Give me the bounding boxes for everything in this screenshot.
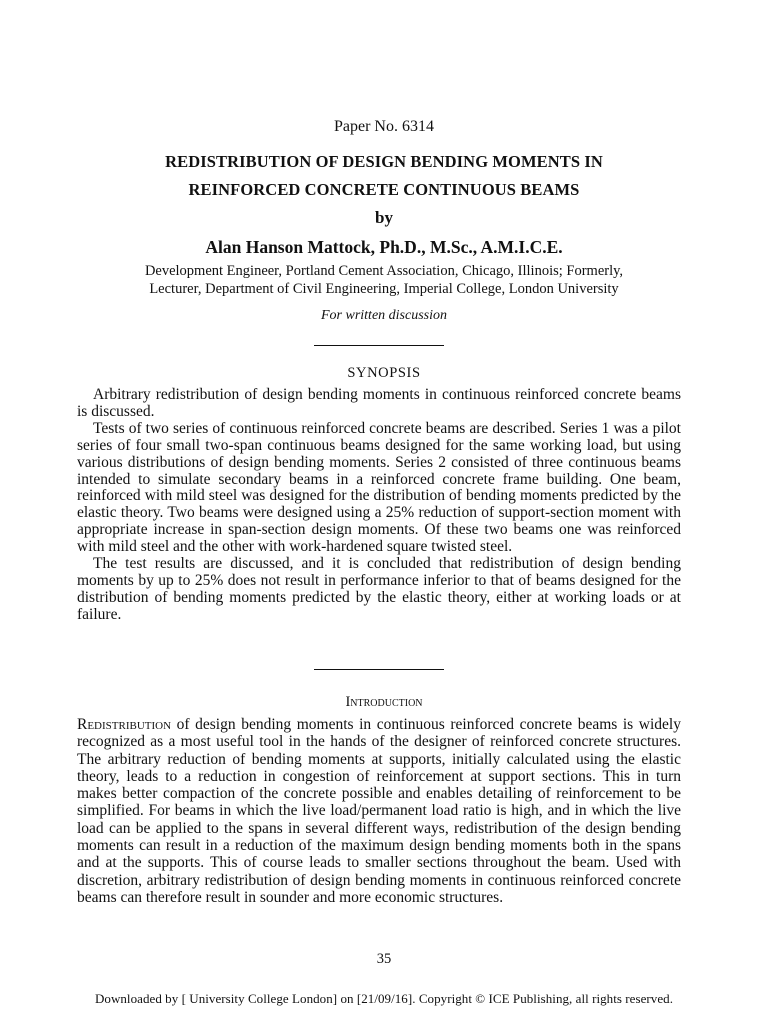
discussion-note: For written discussion xyxy=(320,308,447,323)
author-name: Alan Hanson Mattock, Ph.D., M.Sc., A.M.I.C.E. xyxy=(205,237,563,257)
introduction-text: of design bending moments in continuous reinforced concrete beams is widely recognized as a most useful tool in the hands of the designer of reinforced concrete structures. The arbitrary reduction of bending moments at supports, initially calculated using the elastic theory, leads to a reduction in congestion of reinforcement at support sections. This in turn makes better compaction of the concrete possible and enables detailing of reinforcement to be simplified. For beams in which the live load/permanent load ratio is high, and in which the live load can be applied to the spans in several different ways, redistribution of the design bending moments can result in a reduction of the maximum design bending moments both in the spans and at the supports. This of course leads to smaller sections throughout the beam. Used with discretion, arbitrary redistribution of design bending moments in continuous reinforced concrete beams can therefore result in sounder and more economic structures. xyxy=(77,716,681,906)
download-footer: Downloaded by [ University College London] on [21/09/16]. Copyright © ICE Publishing, all rights reserved. xyxy=(94,991,674,1006)
section-divider xyxy=(314,345,444,346)
introduction-lead-word: Redistribution xyxy=(77,716,172,733)
paper-number: Paper No. 6314 xyxy=(334,118,434,135)
synopsis-paragraph: The test results are discussed, and it is concluded that redistribution of design bending moments by up to 25% does not result in performance inferior to that of beams designed for the distribution of bending moments predicted by the elastic theory, either at working loads or at failure. xyxy=(77,555,681,623)
introduction-heading: Introduction xyxy=(345,694,423,710)
author-affiliation-line-1: Development Engineer, Portland Cement Association, Chicago, Illinois; Formerly, xyxy=(144,263,624,279)
paper-title-line-1: REDISTRIBUTION OF DESIGN BENDING MOMENTS IN xyxy=(165,152,603,171)
introduction-paragraph xyxy=(77,716,681,906)
synopsis-paragraph: Arbitrary redistribution of design bending moments in continuous reinforced concrete beams is discussed. xyxy=(77,386,681,420)
paper-title-line-2: REINFORCED CONCRETE CONTINUOUS BEAMS xyxy=(188,180,580,199)
synopsis-body xyxy=(77,387,681,624)
introduction-body xyxy=(77,716,681,906)
byline-by: by xyxy=(375,208,393,227)
synopsis-heading: SYNOPSIS xyxy=(347,365,421,381)
section-divider xyxy=(314,669,444,670)
page-number: 35 xyxy=(376,951,392,967)
synopsis-paragraph: Tests of two series of continuous reinforced concrete beams are described. Series 1 was a pilot series of four small two-span continuous beams designed for the same working load, but using various distributions of design bending moments. Series 2 consisted of three continuous beams intended to simulate secondary beams in a reinforced concrete frame building. One beam, reinforced with mild steel was designed for the distribution of bending moments predicted by the elastic theory. Two beams were designed using a 25% reduction of support-section moment with appropriate increase in span-section design moments. Of these two beams one was reinforced with mild steel and the other with work-hardened square twisted steel. xyxy=(77,419,681,556)
author-affiliation-line-2: Lecturer, Department of Civil Engineering, Imperial College, London University xyxy=(149,281,619,297)
